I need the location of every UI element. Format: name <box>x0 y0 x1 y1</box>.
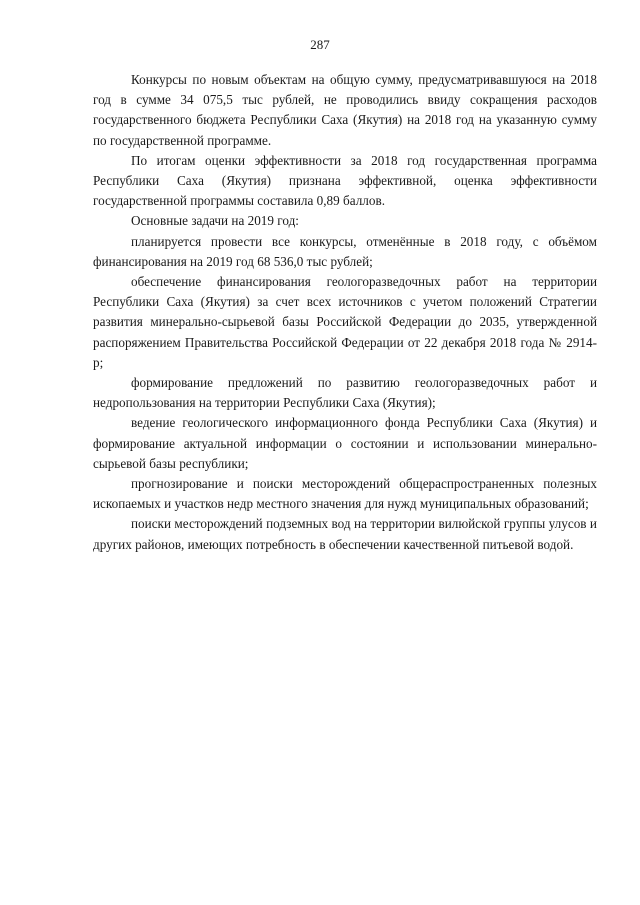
paragraph-task-competitions: планируется провести все конкурсы, отменённые в 2018 году, с объёмом финансирования на 2019 год 68 536,0 тыс рублей; <box>93 233 597 269</box>
paragraph-task-financing: обеспечение финансирования геологоразведочных работ на территории Республики Саха (Якутия) за счет всех источников с учетом положений Стратегии развития минерально-сырьевой базы Российской Федерации до 2035, утвержденной распоряжением Правительства Российской Федерации от 22 декабря 2018 года № 2914-р; <box>93 274 597 370</box>
paragraph-task-proposals: формирование предложений по развитию геологоразведочных работ и недропользования на территории Республики Саха (Якутия); <box>93 375 597 411</box>
paragraph-task-groundwater: поиски месторождений подземных вод на территории вилюйской группы улусов и других районов, имеющих потребность в обеспечении качественной питьевой водой. <box>93 516 597 552</box>
paragraph-competitions-2018: Конкурсы по новым объектам на общую сумму, предусматривавшуюся на 2018 год в сумме 34 075,5 тыс рублей, не проводились ввиду сокращения расходов государственного бюджета Республики Саха (Якутия) на 2018 год на указанную сумму по государственной программе. <box>93 72 597 148</box>
page-number: 287 <box>310 37 330 52</box>
document-body <box>93 70 597 555</box>
paragraph-efficiency-assessment: По итогам оценки эффективности за 2018 год государственная программа Республики Саха (Якутия) признана эффективной, оценка эффективности государственной программы составила 0,89 баллов. <box>93 152 597 209</box>
paragraph-task-forecasting: прогнозирование и поиски месторождений общераспространенных полезных ископаемых и участков недр местного значения для нужд муниципальных образований; <box>93 476 597 512</box>
paragraph-main-tasks-heading: Основные задачи на 2019 год: <box>131 213 299 229</box>
paragraph-task-info-fund: ведение геологического информационного фонда Республики Саха (Якутия) и формирование актуальной информации о состоянии и использовании минерально-сырьевой базы республики; <box>93 415 597 471</box>
